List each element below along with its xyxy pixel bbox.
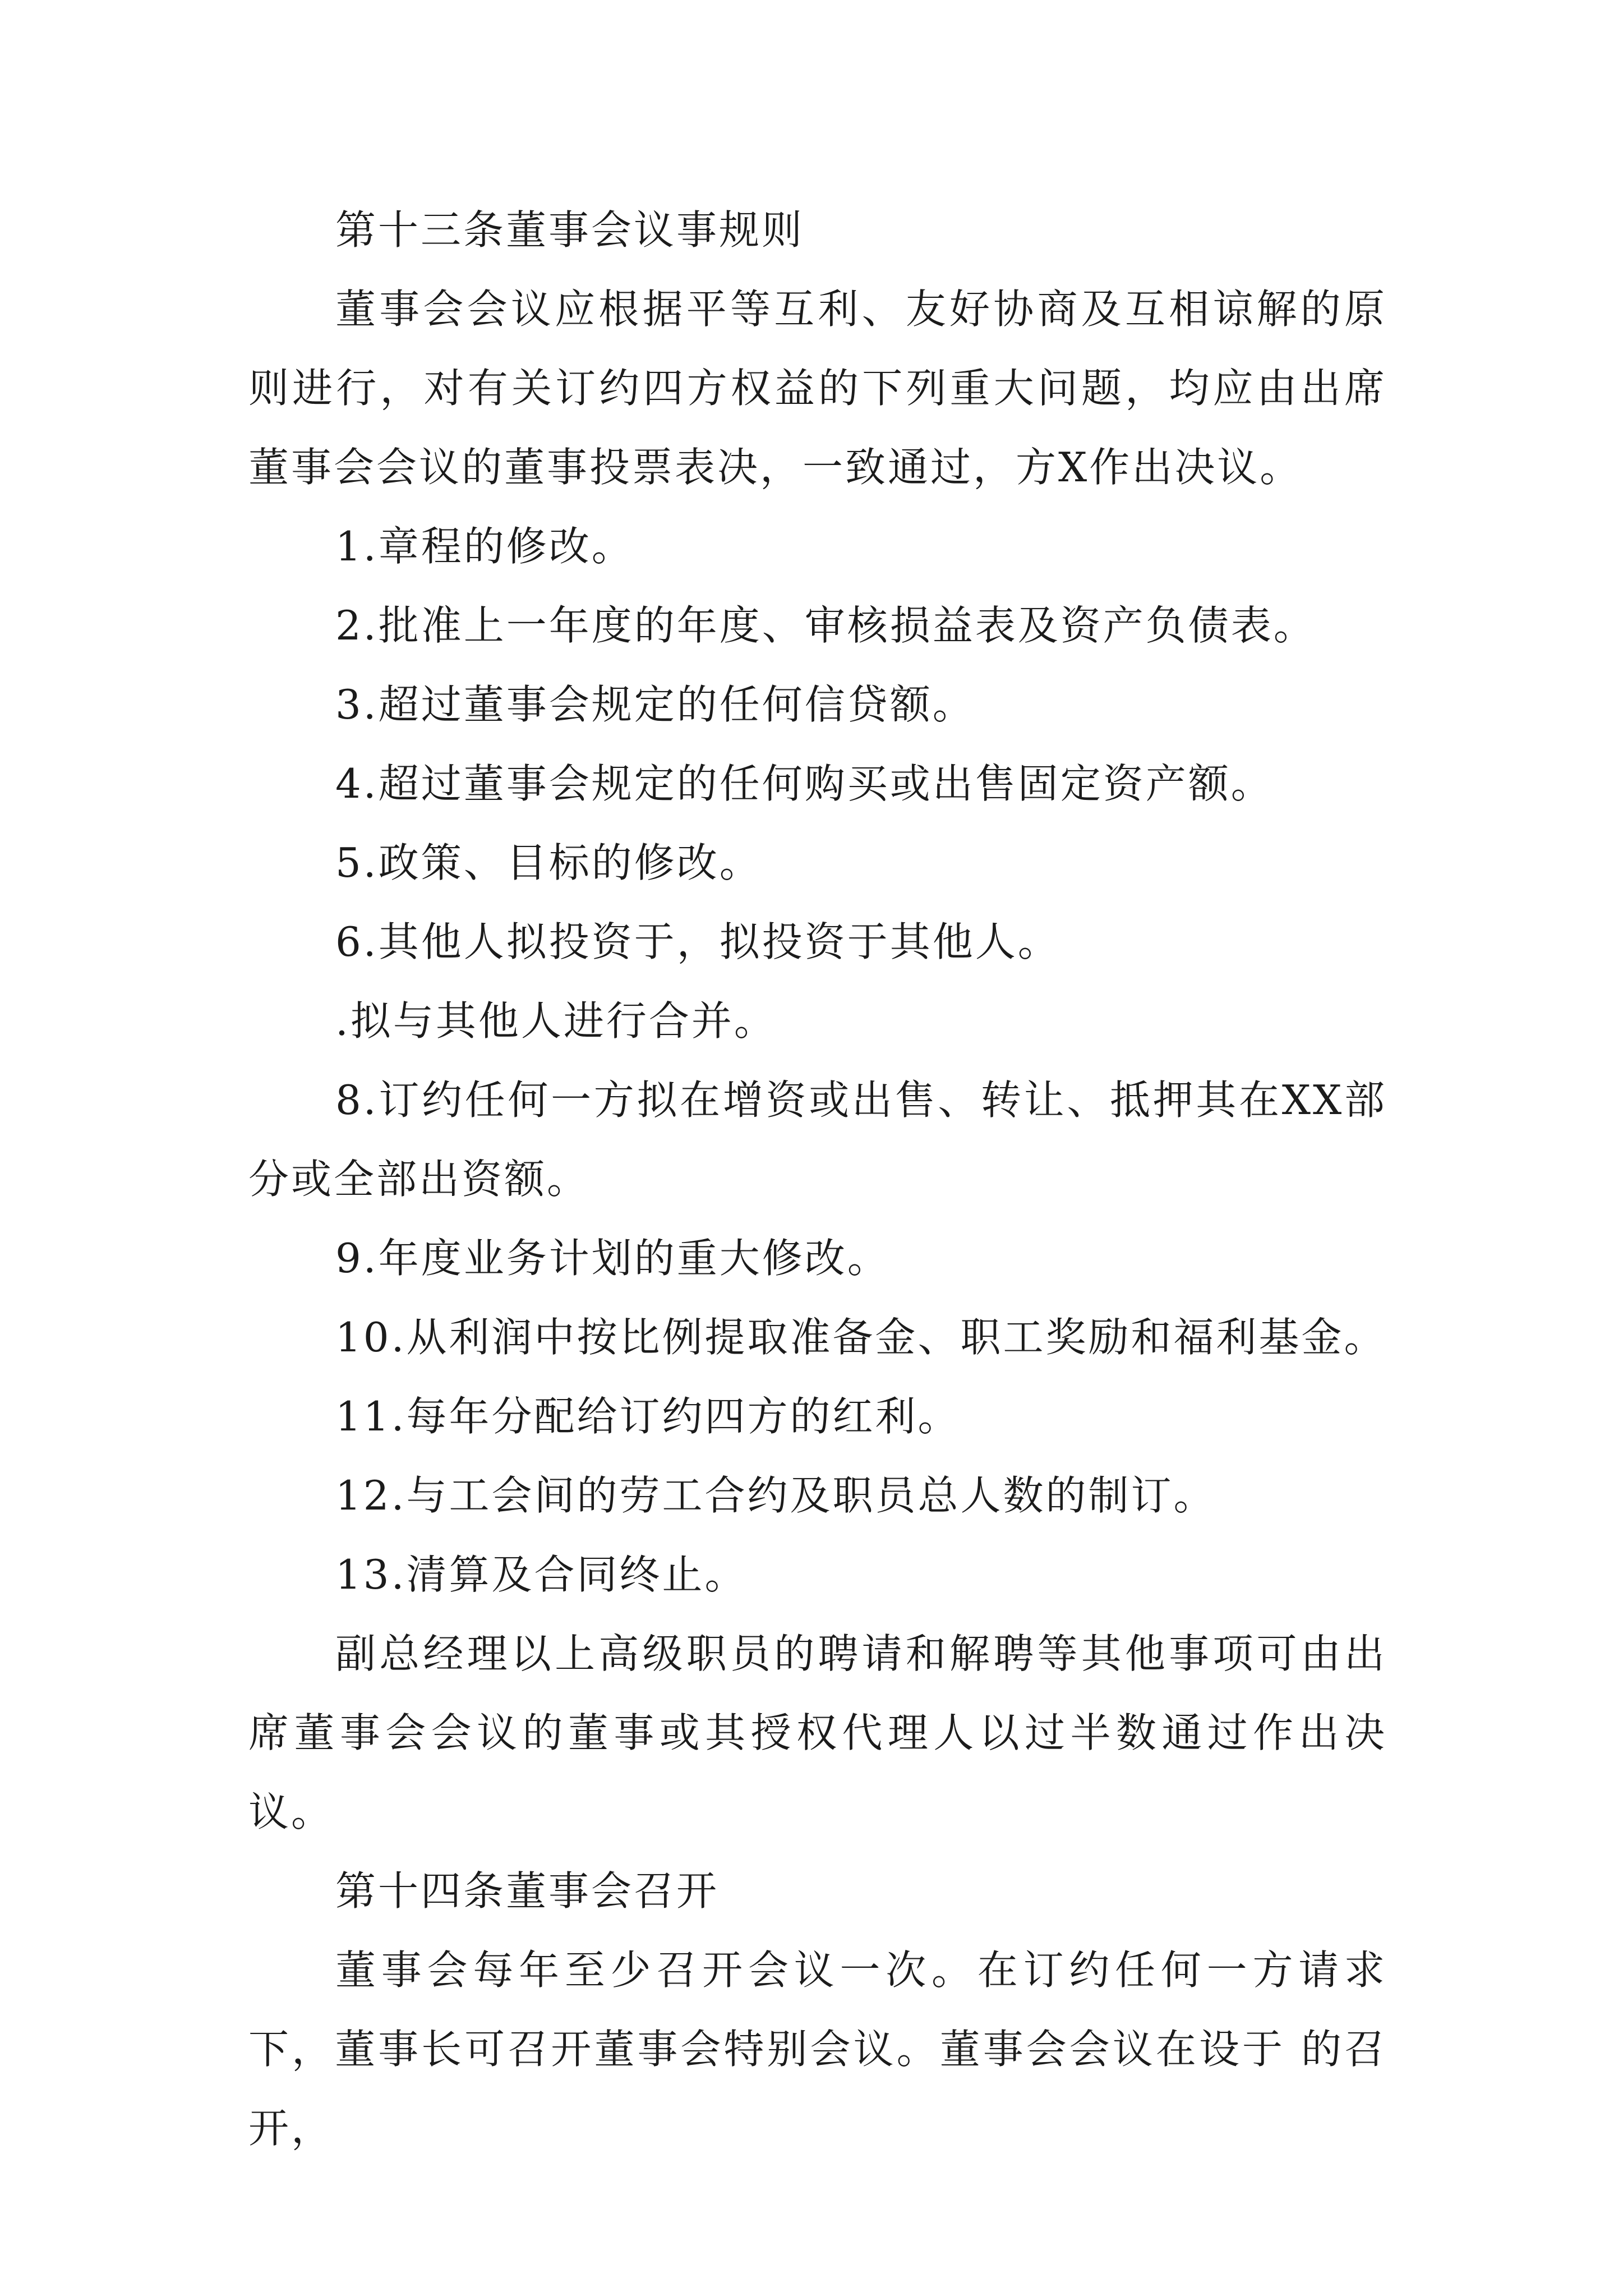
list-item-5: 5.政策、目标的修改。 xyxy=(335,839,762,886)
list-item-4: 4.超过董事会规定的任何购买或出售固定资产额。 xyxy=(335,760,1274,807)
list-item-6: 6.其他人拟投资于，拟投资于其他人。 xyxy=(335,918,1061,965)
article-14-heading: 第十四条董事会召开 xyxy=(335,1867,720,1915)
list-item-1: 1.章程的修改。 xyxy=(335,523,634,570)
article-13-intro-paragraph: 董事会会议应根据平等互利、友好协商及互相谅解的原则进行，对有关订约四方权益的下列重大问题，均应由出席董事会会议的董事投票表决，一致通过，方X作出决议。 xyxy=(248,286,1387,491)
list-item-13: 13.清算及合同终止。 xyxy=(335,1551,748,1598)
article-13-heading: 第十三条董事会议事规则 xyxy=(335,206,805,254)
list-item-12: 12.与工会间的劳工合约及职员总人数的制订。 xyxy=(335,1472,1216,1519)
article-13-closing-paragraph: 副总经理以上高级职员的聘请和解聘等其他事项可由出席董事会会议的董事或其授权代理人以过半数通过作出决议。 xyxy=(248,1630,1387,1835)
list-item-2: 2.批准上一年度的年度、审核损益表及资产负债表。 xyxy=(335,602,1316,649)
list-item-3: 3.超过董事会规定的任何信贷额。 xyxy=(335,681,975,728)
list-item-8: 8.订约任何一方拟在增资或出售、转让、抵押其在XX部分或全部出资额。 xyxy=(248,1076,1387,1203)
list-item-10: 10.从利润中按比例提取准备金、职工奖励和福利基金。 xyxy=(335,1314,1387,1361)
list-item-7: .拟与其他人进行合并。 xyxy=(335,997,777,1045)
article-14-paragraph: 董事会每年至少召开会议一次。在订约任何一方请求下，董事长可召开董事会特别会议。董事会会议在设于 的召开， xyxy=(248,1947,1387,2152)
list-item-11: 11.每年分配给订约四方的红利。 xyxy=(335,1393,961,1440)
document-body xyxy=(248,191,1387,2168)
list-item-9: 9.年度业务计划的重大修改。 xyxy=(335,1235,890,1282)
